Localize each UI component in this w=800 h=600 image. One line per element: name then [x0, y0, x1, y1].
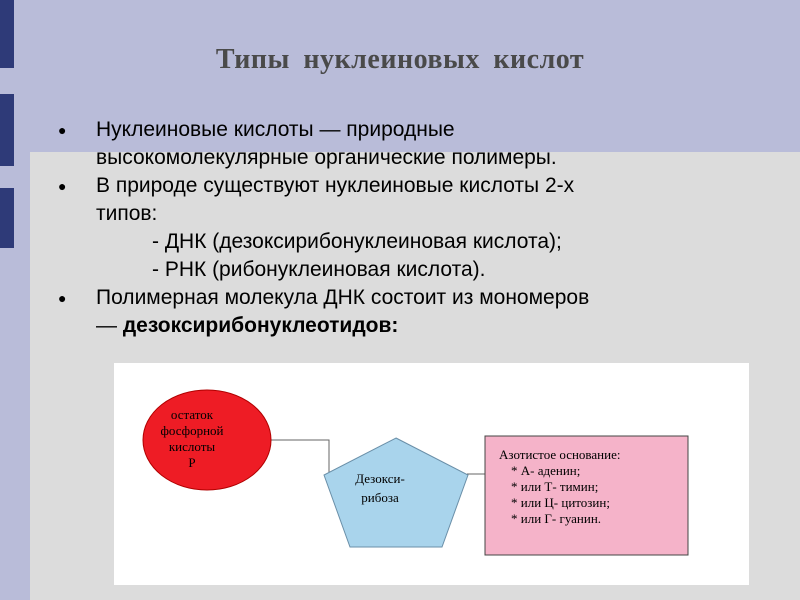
- deoxyribose-label-line: рибоза: [361, 490, 399, 505]
- nitrogen-base-heading: Азотистое основание:: [499, 447, 621, 462]
- sub-line: - ДНК (дезоксирибонуклеиновая кислота);: [152, 230, 562, 253]
- bullet-line: Нуклеиновые кислоты — природные: [96, 118, 455, 141]
- dash-prefix: —: [96, 314, 123, 337]
- bullet-line: В природе существуют нуклеиновые кислоты 2-х: [96, 174, 575, 197]
- nucleotide-diagram: [114, 363, 749, 585]
- bullet-icon: ●: [58, 290, 67, 306]
- bullet-list: [58, 116, 778, 340]
- bold-term: дезоксирибонуклеотидов:: [122, 314, 399, 337]
- bullet-line: типов:: [96, 202, 158, 225]
- deoxyribose-label: [332, 469, 428, 507]
- side-marker: [0, 188, 14, 248]
- nitrogen-base-item: * или Т- тимин;: [511, 479, 599, 494]
- phosphate-label: [144, 407, 240, 471]
- bullet-item: [58, 284, 778, 340]
- deoxyribose-label-line: Дезокси-: [355, 471, 405, 486]
- bullet-line: Полимерная молекула ДНК состоит из мономеров: [96, 286, 590, 309]
- slide-title: Типы нуклеиновых кислот: [215, 44, 585, 75]
- nitrogen-base-item: * или Ц- цитозин;: [511, 495, 610, 510]
- phosphate-label-line: фосфорной: [160, 423, 224, 438]
- bullet-item: [58, 172, 778, 284]
- nitrogen-base-item: * А- аденин;: [511, 463, 581, 478]
- bullet-line: высокомолекулярные органические полимеры.: [96, 146, 557, 169]
- phosphate-label-line: Р: [188, 455, 196, 470]
- connector-line: [270, 440, 329, 474]
- nitrogen-base-label: [499, 447, 699, 527]
- bullet-icon: ●: [58, 122, 67, 138]
- bullet-icon: ●: [58, 178, 67, 194]
- side-marker: [0, 94, 14, 166]
- bullet-line: [96, 312, 778, 340]
- bullet-item: [58, 116, 778, 172]
- phosphate-label-line: остаток: [170, 407, 214, 422]
- nitrogen-base-item: * или Г- гуанин.: [511, 511, 602, 526]
- sub-line: - РНК (рибонуклеиновая кислота).: [152, 258, 486, 281]
- phosphate-label-line: кислоты: [168, 439, 216, 454]
